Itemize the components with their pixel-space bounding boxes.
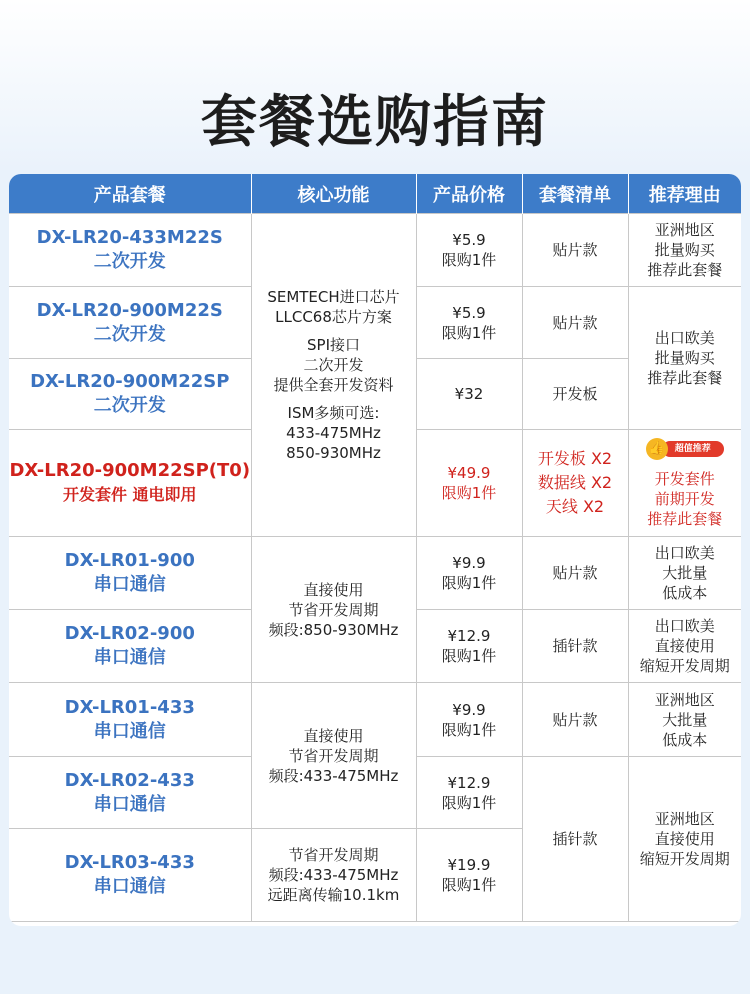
price-cell [416,214,522,287]
product-cell[interactable] [9,359,251,430]
product-type: 二次开发 [93,323,166,345]
product-model: DX-LR02-900 [64,623,195,644]
table-row [9,214,741,287]
product-model: DX-LR02-433 [64,769,195,791]
reason-line: 亚洲地区 [654,221,715,239]
table-row [9,683,741,757]
product-type: 串口通信 [93,876,166,897]
reason-cell [628,610,741,683]
list-cell: 贴片款 [522,214,628,287]
product-cell[interactable] [9,287,251,359]
price-limit: 限购1件 [441,251,497,269]
reason-line: 批量购买 [654,241,715,259]
core-line: SPI接口 [307,336,360,354]
recommend-badge [642,438,728,460]
reason-line: 出口欧美 [654,617,715,635]
price-limit: 限购1件 [441,323,497,342]
header-price: 产品价格 [416,174,522,214]
reason-line: 开发套件 [654,469,715,488]
reason-cell [628,214,741,287]
reason-line: 推荐此套餐 [647,369,723,387]
price-value: ¥5.9 [452,303,486,322]
thumbs-up-icon: 👍 [646,438,668,460]
list-cell: 贴片款 [522,287,628,359]
header-core: 核心功能 [251,174,416,214]
list-cell: 贴片款 [522,683,628,757]
product-type: 二次开发 [93,251,166,272]
reason-cell [628,683,741,757]
package-table [9,174,741,922]
product-type: 串口通信 [93,720,166,742]
core-line: 节省开发周期 [288,600,379,619]
table-row [9,537,741,610]
list-cell: 贴片款 [522,537,628,610]
list-cell: 插针款 [522,757,628,922]
reason-line: 大批量 [662,710,708,729]
core-line: 频段:850-930MHz [268,620,399,639]
reason-cell [628,757,741,922]
header-list: 套餐清单 [522,174,628,214]
reason-line: 亚洲地区 [654,690,715,709]
price-cell [416,757,522,829]
core-line: 远距离传输10.1km [267,886,400,904]
reason-line: 亚洲地区 [654,810,715,828]
price-limit: 限购1件 [441,484,497,502]
product-cell[interactable] [9,430,251,537]
price-cell [416,537,522,610]
reason-line: 缩短开发周期 [639,850,730,868]
price-value: ¥5.9 [452,231,486,249]
core-line: 提供全套开发资料 [273,376,394,394]
reason-line: 低成本 [662,730,708,749]
product-cell[interactable] [9,214,251,287]
price-cell [416,829,522,922]
product-model: DX-LR20-900M22SP [30,371,230,392]
product-cell[interactable] [9,757,251,829]
product-model: DX-LR01-900 [64,550,195,571]
product-cell[interactable] [9,610,251,683]
product-model: DX-LR01-433 [64,696,195,718]
core-line: 节省开发周期 [288,846,379,864]
reason-line: 推荐此套餐 [647,261,723,279]
price-value: ¥12.9 [447,773,491,792]
reason-line: 缩短开发周期 [639,657,730,675]
core-feature-cell [251,829,416,922]
product-cell[interactable] [9,829,251,922]
core-line: 直接使用 [303,726,364,745]
table-header-row [9,174,741,214]
price-value: ¥32 [454,385,484,403]
price-cell [416,287,522,359]
list-cell: 插针款 [522,610,628,683]
core-line: 二次开发 [303,356,364,374]
core-line: 节省开发周期 [288,746,379,765]
reason-cell [628,430,741,537]
reason-cell [628,537,741,610]
reason-line: 直接使用 [654,830,715,848]
list-line: 数据线 X2 [537,473,613,492]
price-value: ¥19.9 [447,856,491,874]
core-line: 频段:433-475MHz [268,866,399,884]
reason-line: 大批量 [662,564,708,582]
reason-line: 批量购买 [654,349,715,367]
reason-line: 直接使用 [654,637,715,655]
price-limit: 限购1件 [441,720,497,739]
price-cell [416,610,522,683]
price-value: ¥12.9 [447,627,491,645]
reason-cell [628,287,741,430]
product-type: 二次开发 [93,395,166,416]
product-model: DX-LR20-900M22S [36,299,223,321]
reason-line: 推荐此套餐 [647,509,723,528]
list-cell [522,430,628,537]
core-line: 433-475MHz [286,424,381,442]
list-cell: 开发板 [522,359,628,430]
price-cell [416,683,522,757]
package-table-card [9,174,741,926]
reason-line: 低成本 [662,584,708,602]
price-limit: 限购1件 [441,793,497,812]
price-limit: 限购1件 [441,647,497,665]
core-line: SEMTECH进口芯片 [267,288,400,306]
product-model: DX-LR03-433 [64,852,195,873]
header-reason: 推荐理由 [628,174,741,214]
list-line: 开发板 X2 [537,449,613,468]
price-limit: 限购1件 [441,574,497,592]
price-cell [416,359,522,430]
product-type: 串口通信 [93,574,166,595]
price-value: ¥9.9 [452,700,486,719]
list-line: 天线 X2 [545,497,605,516]
core-line: LLCC68芯片方案 [275,308,392,326]
core-feature-cell [251,683,416,829]
product-type: 串口通信 [93,793,166,815]
product-cell[interactable] [9,537,251,610]
product-cell[interactable] [9,683,251,757]
product-type: 串口通信 [93,647,166,668]
core-line: 850-930MHz [286,444,381,462]
core-line: ISM多频可选: [287,404,380,422]
price-value: ¥9.9 [452,554,486,572]
badge-label: 超值推荐 [662,441,724,457]
reason-line: 前期开发 [654,489,715,508]
product-type: 开发套件 通电即用 [62,485,197,504]
product-model: DX-LR20-900M22SP(T0) [9,460,251,481]
core-feature-cell [251,214,416,537]
price-value: ¥49.9 [447,464,491,482]
core-feature-cell [251,537,416,683]
header-product: 产品套餐 [9,174,251,214]
core-line: 直接使用 [303,580,364,599]
reason-line: 出口欧美 [654,544,715,562]
price-limit: 限购1件 [441,876,497,894]
price-cell [416,430,522,537]
page-title: 套餐选购指南 [201,90,549,155]
core-line: 频段:433-475MHz [268,766,399,785]
reason-line: 出口欧美 [654,329,715,347]
product-model: DX-LR20-433M22S [36,227,223,248]
